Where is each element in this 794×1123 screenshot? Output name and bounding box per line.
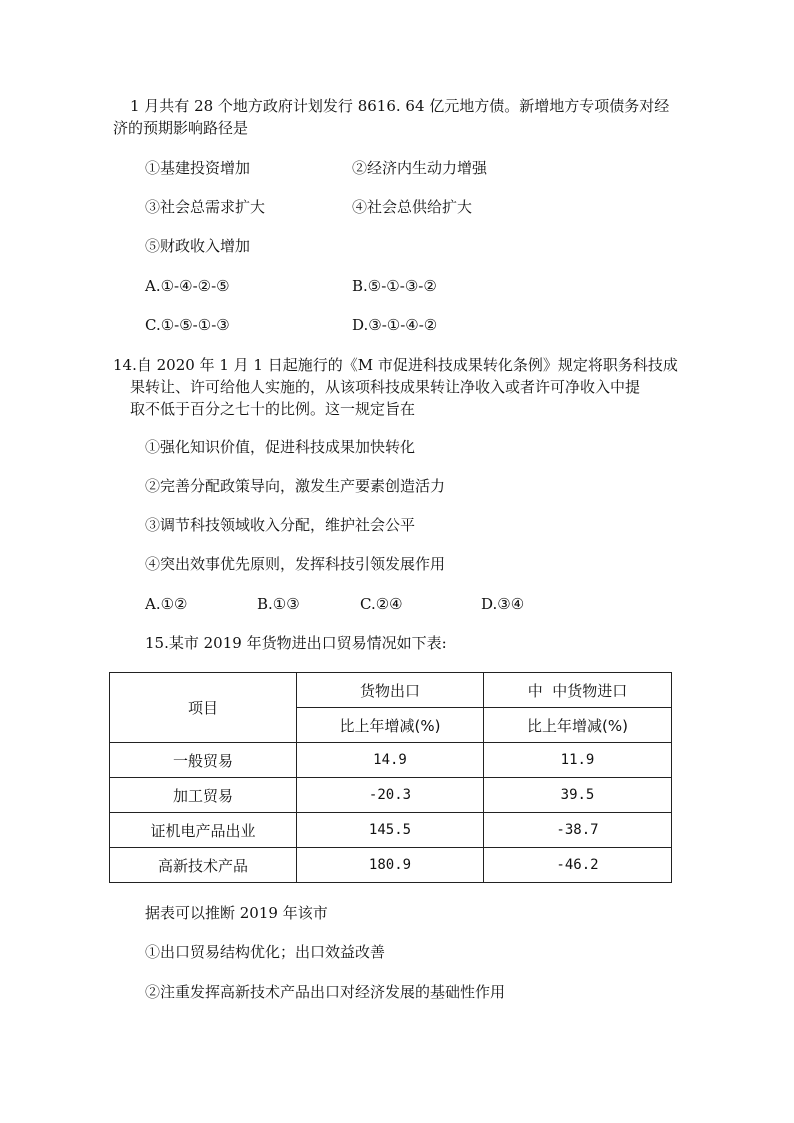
- trade-table: [109, 672, 672, 883]
- q14-option-c: C.②④: [360, 595, 403, 613]
- row-import: 39.5: [484, 778, 672, 813]
- row-item: 高新技术产品: [110, 848, 297, 883]
- q13-option-c: C.①-⑤-①-③: [145, 316, 230, 334]
- q13-item-2: ②经济内生动力增强: [352, 159, 488, 177]
- row-export: 145.5: [297, 813, 484, 848]
- q13-option-a: A.①-④-②-⑤: [145, 277, 230, 295]
- q13-stem-line2: 济的预期影响路径是: [113, 119, 249, 137]
- q13-item-3: ③社会总需求扩大: [145, 198, 266, 216]
- q14-stem-line3: 取不低于百分之七十的比例。这一规定旨在: [130, 400, 416, 418]
- row-export: -20.3: [297, 778, 484, 813]
- row-import: -38.7: [484, 813, 672, 848]
- q14-item-4: ④突出效事优先原则，发挥科技引领发展作用: [145, 555, 446, 573]
- q15-stem: 15.某市 2019 年货物进出口贸易情况如下表:: [145, 634, 447, 652]
- q13-stem-line1: 1 月共有 28 个地方政府计划发行 8616. 64 亿元地方债。新增地方专项债务对经: [130, 97, 670, 115]
- row-import: 11.9: [484, 743, 672, 778]
- header-import: 中 中货物进口: [484, 673, 672, 708]
- q15-item-2: ②注重发挥高新技术产品出口对经济发展的基础性作用: [145, 983, 506, 1001]
- q13-item-5: ⑤财政收入增加: [145, 237, 251, 255]
- subheader-export: 比上年增减(%): [297, 708, 484, 743]
- q14-option-a: A.①②: [145, 595, 188, 613]
- row-export: 14.9: [297, 743, 484, 778]
- table-header-row: [110, 673, 672, 708]
- subheader-import: 比上年增减(%): [484, 708, 672, 743]
- table-row: [110, 848, 672, 883]
- q14-item-3: ③调节科技领域收入分配，维护社会公平: [145, 516, 416, 534]
- q14-item-2: ②完善分配政策导向，激发生产要素创造活力: [145, 477, 446, 495]
- q13-option-b: B.⑤-①-③-②: [352, 277, 437, 295]
- q14-item-1: ①强化知识价值，促进科技成果加快转化: [145, 438, 416, 456]
- header-export: 货物出口: [297, 673, 484, 708]
- table-row: [110, 813, 672, 848]
- row-item: 一般贸易: [110, 743, 297, 778]
- row-export: 180.9: [297, 848, 484, 883]
- q14-option-b: B.①③: [257, 595, 300, 613]
- table-row: [110, 778, 672, 813]
- q15-item-1: ①出口贸易结构优化；出口效益改善: [145, 943, 386, 961]
- q14-stem-line2: 果转让、许可给他人实施的，从该项科技成果转让净收入或者许可净收入中提: [130, 378, 641, 396]
- q14-option-d: D.③④: [481, 595, 525, 613]
- q13-option-d: D.③-①-④-②: [352, 316, 438, 334]
- header-item: 项目: [110, 673, 297, 743]
- row-import: -46.2: [484, 848, 672, 883]
- table-row: [110, 743, 672, 778]
- row-item: 证机电产品出业: [110, 813, 297, 848]
- q13-item-4: ④社会总供给扩大: [352, 198, 473, 216]
- q14-stem-line1: 14.自 2020 年 1 月 1 日起施行的《M 市促进科技成果转化条例》规定将职务科技成: [113, 356, 678, 374]
- row-item: 加工贸易: [110, 778, 297, 813]
- q15-after-text: 据表可以推断 2019 年该市: [145, 904, 328, 922]
- q13-item-1: ①基建投资增加: [145, 159, 251, 177]
